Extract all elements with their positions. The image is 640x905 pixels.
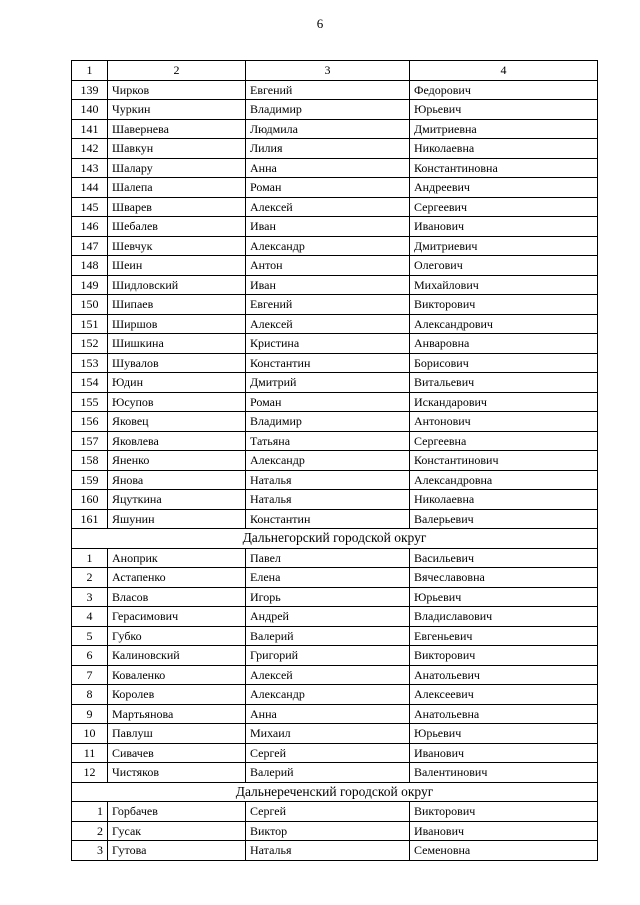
surname-cell: Мартьянова [108, 704, 246, 724]
table-row [72, 100, 598, 120]
table-row [72, 587, 598, 607]
first-name-cell: Иван [246, 217, 410, 237]
row-number: 157 [72, 431, 108, 451]
surname-cell: Шипаев [108, 295, 246, 315]
patronymic-cell: Михайлович [410, 275, 598, 295]
row-number: 10 [72, 724, 108, 744]
surname-cell: Власов [108, 587, 246, 607]
row-number: 9 [72, 704, 108, 724]
first-name-cell: Евгений [246, 295, 410, 315]
table-row [72, 665, 598, 685]
first-name-cell: Анна [246, 158, 410, 178]
row-number: 156 [72, 412, 108, 432]
first-name-cell: Елена [246, 568, 410, 588]
column-header-patronymic: 4 [410, 61, 598, 81]
surname-cell: Гутова [108, 841, 246, 861]
surname-cell: Янова [108, 470, 246, 490]
table-row [72, 197, 598, 217]
roster-table [71, 60, 598, 861]
patronymic-cell: Семеновна [410, 841, 598, 861]
table-row [72, 743, 598, 763]
table-row [72, 353, 598, 373]
row-number: 1 [72, 802, 108, 822]
table-row [72, 236, 598, 256]
row-number: 2 [72, 821, 108, 841]
patronymic-cell: Дмитриевич [410, 236, 598, 256]
surname-cell: Яненко [108, 451, 246, 471]
first-name-cell: Павел [246, 548, 410, 568]
table-body [72, 80, 598, 860]
patronymic-cell: Викторович [410, 802, 598, 822]
table-row [72, 295, 598, 315]
row-number: 1 [72, 548, 108, 568]
first-name-cell: Владимир [246, 100, 410, 120]
surname-cell: Павлуш [108, 724, 246, 744]
surname-cell: Шевчук [108, 236, 246, 256]
first-name-cell: Виктор [246, 821, 410, 841]
table-row [72, 431, 598, 451]
row-number: 154 [72, 373, 108, 393]
column-header-surname: 2 [108, 61, 246, 81]
row-number: 150 [72, 295, 108, 315]
section-row [72, 782, 598, 802]
patronymic-cell: Константинович [410, 451, 598, 471]
first-name-cell: Лилия [246, 139, 410, 159]
first-name-cell: Константин [246, 353, 410, 373]
first-name-cell: Владимир [246, 412, 410, 432]
row-number: 140 [72, 100, 108, 120]
row-number: 159 [72, 470, 108, 490]
first-name-cell: Андрей [246, 607, 410, 627]
patronymic-cell: Олегович [410, 256, 598, 276]
patronymic-cell: Борисович [410, 353, 598, 373]
table-row [72, 548, 598, 568]
first-name-cell: Алексей [246, 197, 410, 217]
patronymic-cell: Анваровна [410, 334, 598, 354]
first-name-cell: Роман [246, 178, 410, 198]
patronymic-cell: Вячеславовна [410, 568, 598, 588]
first-name-cell: Антон [246, 256, 410, 276]
table-row [72, 470, 598, 490]
first-name-cell: Евгений [246, 80, 410, 100]
first-name-cell: Наталья [246, 841, 410, 861]
surname-cell: Чистяков [108, 763, 246, 783]
surname-cell: Шидловский [108, 275, 246, 295]
patronymic-cell: Федорович [410, 80, 598, 100]
table-row [72, 139, 598, 159]
table-row [72, 119, 598, 139]
patronymic-cell: Витальевич [410, 373, 598, 393]
first-name-cell: Алексей [246, 665, 410, 685]
first-name-cell: Константин [246, 509, 410, 529]
table-row [72, 490, 598, 510]
table-row [72, 821, 598, 841]
row-number: 158 [72, 451, 108, 471]
first-name-cell: Наталья [246, 490, 410, 510]
surname-cell: Калиновский [108, 646, 246, 666]
first-name-cell: Дмитрий [246, 373, 410, 393]
table-row [72, 314, 598, 334]
patronymic-cell: Иванович [410, 217, 598, 237]
patronymic-cell: Александрович [410, 314, 598, 334]
row-number: 152 [72, 334, 108, 354]
row-number: 144 [72, 178, 108, 198]
table-row [72, 763, 598, 783]
row-number: 2 [72, 568, 108, 588]
patronymic-cell: Анатольевна [410, 704, 598, 724]
table-row [72, 412, 598, 432]
first-name-cell: Наталья [246, 470, 410, 490]
patronymic-cell: Иванович [410, 821, 598, 841]
patronymic-cell: Сергеевич [410, 197, 598, 217]
surname-cell: Герасимович [108, 607, 246, 627]
row-number: 3 [72, 841, 108, 861]
patronymic-cell: Юрьевич [410, 724, 598, 744]
surname-cell: Шварев [108, 197, 246, 217]
patronymic-cell: Валерьевич [410, 509, 598, 529]
table-row [72, 373, 598, 393]
header-row [72, 61, 598, 81]
surname-cell: Шувалов [108, 353, 246, 373]
surname-cell: Яковлева [108, 431, 246, 451]
surname-cell: Шебалев [108, 217, 246, 237]
table-header [72, 61, 598, 81]
patronymic-cell: Евгеньевич [410, 626, 598, 646]
patronymic-cell: Николаевна [410, 139, 598, 159]
surname-cell: Астапенко [108, 568, 246, 588]
surname-cell: Королев [108, 685, 246, 705]
patronymic-cell: Анатольевич [410, 665, 598, 685]
patronymic-cell: Иванович [410, 743, 598, 763]
first-name-cell: Михаил [246, 724, 410, 744]
table-row [72, 646, 598, 666]
row-number: 7 [72, 665, 108, 685]
table-row [72, 607, 598, 627]
row-number: 11 [72, 743, 108, 763]
surname-cell: Шишкина [108, 334, 246, 354]
first-name-cell: Татьяна [246, 431, 410, 451]
patronymic-cell: Андреевич [410, 178, 598, 198]
patronymic-cell: Юрьевич [410, 587, 598, 607]
surname-cell: Шавкун [108, 139, 246, 159]
first-name-cell: Сергей [246, 743, 410, 763]
first-name-cell: Роман [246, 392, 410, 412]
row-number: 139 [72, 80, 108, 100]
surname-cell: Юдин [108, 373, 246, 393]
column-header-number: 1 [72, 61, 108, 81]
table-row [72, 685, 598, 705]
row-number: 6 [72, 646, 108, 666]
first-name-cell: Григорий [246, 646, 410, 666]
patronymic-cell: Константиновна [410, 158, 598, 178]
table-row [72, 802, 598, 822]
row-number: 141 [72, 119, 108, 139]
row-number: 148 [72, 256, 108, 276]
first-name-cell: Сергей [246, 802, 410, 822]
row-number: 147 [72, 236, 108, 256]
surname-cell: Юсупов [108, 392, 246, 412]
surname-cell: Ширшов [108, 314, 246, 334]
surname-cell: Яковец [108, 412, 246, 432]
column-header-name: 3 [246, 61, 410, 81]
surname-cell: Яшунин [108, 509, 246, 529]
surname-cell: Губко [108, 626, 246, 646]
surname-cell: Яцуткина [108, 490, 246, 510]
patronymic-cell: Валентинович [410, 763, 598, 783]
table-row [72, 178, 598, 198]
patronymic-cell: Юрьевич [410, 100, 598, 120]
patronymic-cell: Владиславович [410, 607, 598, 627]
surname-cell: Чуркин [108, 100, 246, 120]
surname-cell: Сивачев [108, 743, 246, 763]
row-number: 153 [72, 353, 108, 373]
table-row [72, 158, 598, 178]
row-number: 151 [72, 314, 108, 334]
first-name-cell: Людмила [246, 119, 410, 139]
table-row [72, 724, 598, 744]
first-name-cell: Валерий [246, 626, 410, 646]
section-title-dalnegorsk: Дальнегорский городской округ [72, 529, 598, 549]
section-row [72, 529, 598, 549]
row-number: 3 [72, 587, 108, 607]
row-number: 143 [72, 158, 108, 178]
patronymic-cell: Викторович [410, 295, 598, 315]
patronymic-cell: Александровна [410, 470, 598, 490]
table-row [72, 256, 598, 276]
surname-cell: Шалару [108, 158, 246, 178]
row-number: 5 [72, 626, 108, 646]
table-row [72, 509, 598, 529]
table-row [72, 275, 598, 295]
surname-cell: Гусак [108, 821, 246, 841]
table-row [72, 334, 598, 354]
patronymic-cell: Сергеевна [410, 431, 598, 451]
table-row [72, 217, 598, 237]
first-name-cell: Иван [246, 275, 410, 295]
row-number: 145 [72, 197, 108, 217]
row-number: 12 [72, 763, 108, 783]
patronymic-cell: Дмитриевна [410, 119, 598, 139]
surname-cell: Шавернева [108, 119, 246, 139]
table-row [72, 80, 598, 100]
page-number: 6 [316, 16, 324, 31]
patronymic-cell: Васильевич [410, 548, 598, 568]
first-name-cell: Валерий [246, 763, 410, 783]
table-row [72, 626, 598, 646]
row-number: 146 [72, 217, 108, 237]
surname-cell: Чирков [108, 80, 246, 100]
surname-cell: Аноприк [108, 548, 246, 568]
surname-cell: Коваленко [108, 665, 246, 685]
row-number: 160 [72, 490, 108, 510]
first-name-cell: Игорь [246, 587, 410, 607]
patronymic-cell: Искандарович [410, 392, 598, 412]
row-number: 149 [72, 275, 108, 295]
surname-cell: Горбачев [108, 802, 246, 822]
row-number: 155 [72, 392, 108, 412]
table-row [72, 841, 598, 861]
first-name-cell: Алексей [246, 314, 410, 334]
row-number: 8 [72, 685, 108, 705]
table-row [72, 568, 598, 588]
first-name-cell: Александр [246, 236, 410, 256]
surname-cell: Шалепа [108, 178, 246, 198]
row-number: 142 [72, 139, 108, 159]
surname-cell: Шеин [108, 256, 246, 276]
patronymic-cell: Викторович [410, 646, 598, 666]
table-row [72, 704, 598, 724]
patronymic-cell: Алексеевич [410, 685, 598, 705]
table-row [72, 392, 598, 412]
row-number: 161 [72, 509, 108, 529]
row-number: 4 [72, 607, 108, 627]
first-name-cell: Александр [246, 685, 410, 705]
first-name-cell: Кристина [246, 334, 410, 354]
first-name-cell: Анна [246, 704, 410, 724]
first-name-cell: Александр [246, 451, 410, 471]
patronymic-cell: Антонович [410, 412, 598, 432]
table-row [72, 451, 598, 471]
section-title-dalnerechensk: Дальнереченский городской округ [72, 782, 598, 802]
patronymic-cell: Николаевна [410, 490, 598, 510]
